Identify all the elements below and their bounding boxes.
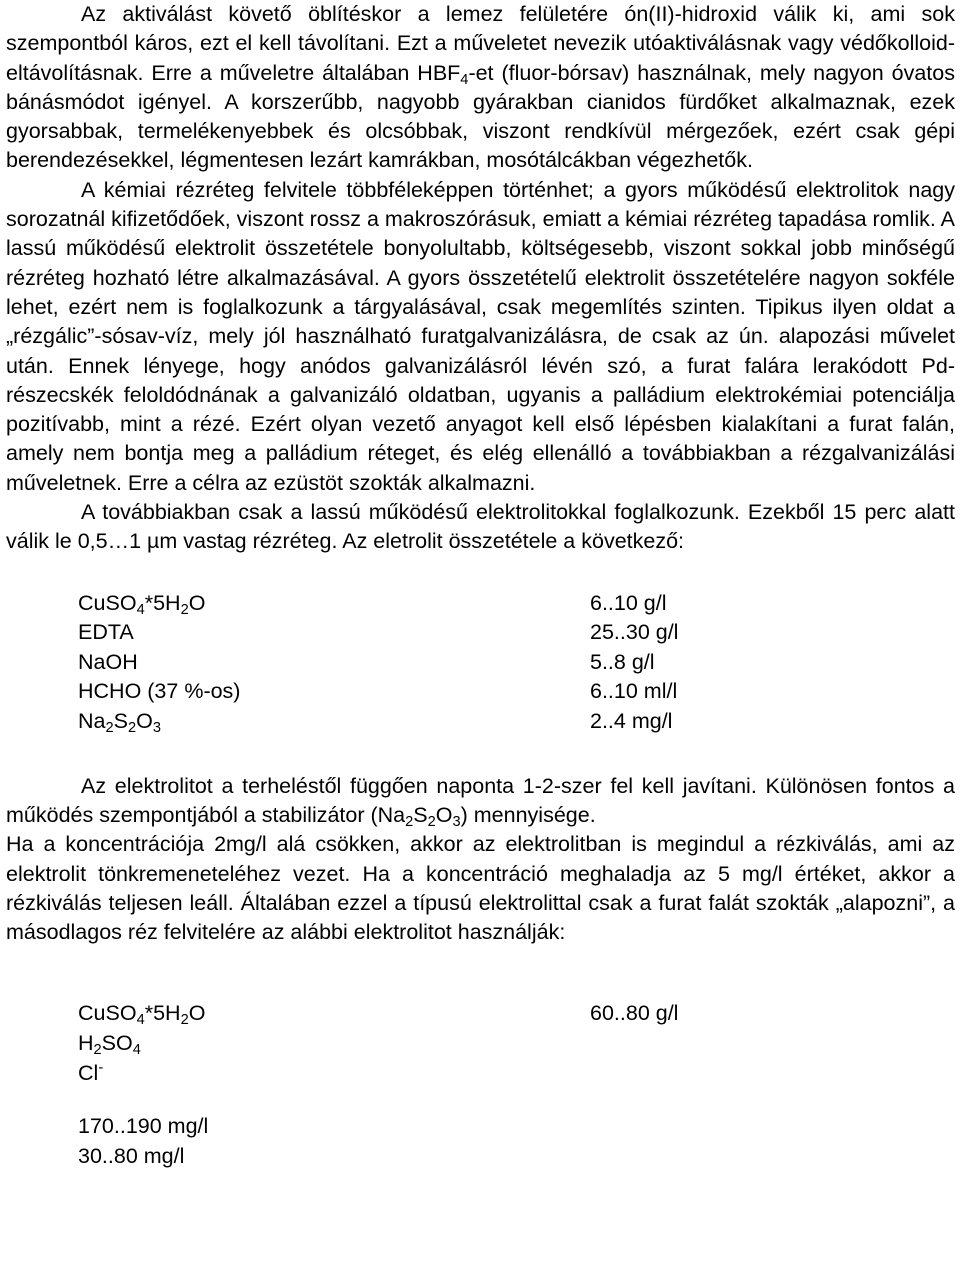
paragraph-concentration: [6, 830, 955, 947]
paragraph-text: -et (fluor-bórsav) használnak, mely nagyon óvatos bánásmódot igényel. A korszerűbb, nagyobb gyárakban cianidos fürdőket alkalmaznak, ezek gyorsabbak, termelékenyebbek és olcsóbbak, viszont rendkívül mérgezőek, ezért csak gépi berendezésekkel, légmentesen lezárt kamrákban, mosótálcákban végezhetők.: [6, 60, 955, 173]
paragraph-text: S: [413, 802, 428, 827]
component-concentration: 25..30 g/l: [590, 620, 679, 645]
component-concentration: 6..10 ml/l: [590, 679, 678, 704]
component-concentration: 60..80 g/l: [590, 1001, 679, 1026]
component-name: NaOH: [78, 649, 138, 674]
table-row: [6, 648, 955, 678]
table-row: [6, 677, 955, 707]
document-page: [6, 0, 955, 1171]
paragraph-slow-electrolytes: [6, 498, 955, 557]
component-name: $CuSO_4*5H_2O$: [78, 1001, 206, 1029]
component-concentration: 5..8 g/l: [590, 649, 655, 674]
component-name: $H_2SO_4$: [78, 1030, 141, 1059]
subscript: 2: [427, 813, 436, 830]
component-concentration: 6..10 g/l: [590, 590, 667, 615]
table-row: [6, 589, 955, 619]
component-name: HCHO (37 %-os): [78, 679, 241, 704]
paragraph-text: Az aktiválást követő öblítéskor a lemez felületére ón(II)-hidroxid válik ki, ami sok szempontból káros, ezt el kell távolítani. Ezt a műveletet nevezik utóaktiválásnak vagy védőkolloid-eltávolításnak. Erre a műveletre általában HBF: [6, 2, 955, 85]
table-row: [6, 1029, 955, 1059]
component-name: EDTA: [78, 620, 134, 645]
paragraph-text: O: [435, 802, 453, 827]
secondary-electrolyte-table: [6, 999, 955, 1088]
paragraph-text: A kémiai rézréteg felvitele többféleképpen történhet; a gyors működésű elektrolitok nagy sorozatnál kifizetődőek, viszont rossz a makroszórásuk, emiatt a kémiai rézréteg tapadása romlik. A lassú működésű elektrolit összetétele bonyolultabb, költségesebb, viszont sokkal jobb minőségű rézréteg hozható létre alkalmazásával. A gyors összetételű elektrolit összetételére nagyon sokféle lehet, ezért nem is foglalkozunk a tárgyalásával, csak megemlítés szinten. Tipikus ilyen oldat a „rézgálic”-sósav-víz, mely jól használható furatgalvanizálásra, de csak az ún. alapozási művelet után. Ennek lényege, hogy anódos galvanizálásról lévén szó, a furat falára lerakódott Pd-részecskék feloldódnának a galvanizáló oldatban, ugyanis a palládium elektrokémiai potenciálja pozitívabb, mint a rézé. Ezért olyan vezető anyagot kell első lépésben kialakítani a furat falán, amely nem bontja meg a palládium réteget, és elég ellenálló a továbbiakban a rézgalvanizálási műveletnek. Erre a célra az ezüstöt szokták alkalmazni.: [6, 177, 955, 495]
paragraph-chemical-copper: [6, 176, 955, 498]
electrolyte-composition-table: [6, 589, 955, 737]
table-row: [6, 618, 955, 648]
paragraph-text: A továbbiakban csak a lassú működésű elektrolitokkal foglalkozunk. Ezekből 15 perc alatt válik le 0,5…1 µm vastag rézréteg. Az eletrolit összetétele a következő:: [6, 500, 955, 554]
component-name: Cl-: [78, 1059, 104, 1085]
paragraph-text: Az elektrolitot a terheléstől függően naponta 1-2-szer fel kell javítani. Különösen fontos a működés szempontjából a stabilizátor (Na: [6, 773, 955, 827]
component-name: $Na_2S_2O_3$: [78, 709, 161, 737]
subscript: 2: [405, 813, 414, 830]
concentration-value: 170..190 mg/l: [78, 1114, 209, 1139]
subscript: 3: [452, 813, 461, 830]
component-name: $CuSO_4*5H_2O$: [78, 590, 206, 618]
trailing-values-list: [6, 1112, 955, 1171]
table-row: [6, 707, 955, 737]
table-row: [6, 999, 955, 1029]
paragraph-text: ) mennyisége.: [460, 802, 596, 827]
component-concentration: 2..4 mg/l: [590, 709, 673, 734]
table-row: [6, 1059, 955, 1089]
paragraph-text: Ha a koncentrációja 2mg/l alá csökken, akkor az elektrolitban is megindul a rézkiválás, ami az elektrolit tönkremeneteléhez vezet. Ha a koncentráció meghaladja az 5 mg/l értéket, akkor a rézkiválás teljesen leáll. Általában ezzel a típusú elektrolittal csak a furat falát szokták „alapozni”, a másodlagos réz felvitelére az alábbi elektrolitot használják:: [6, 832, 955, 945]
concentration-value: 30..80 mg/l: [78, 1143, 185, 1168]
paragraph-post-activation: [6, 0, 955, 176]
subscript: 4: [460, 71, 469, 88]
paragraph-electrolyte-maintenance: [6, 772, 955, 831]
